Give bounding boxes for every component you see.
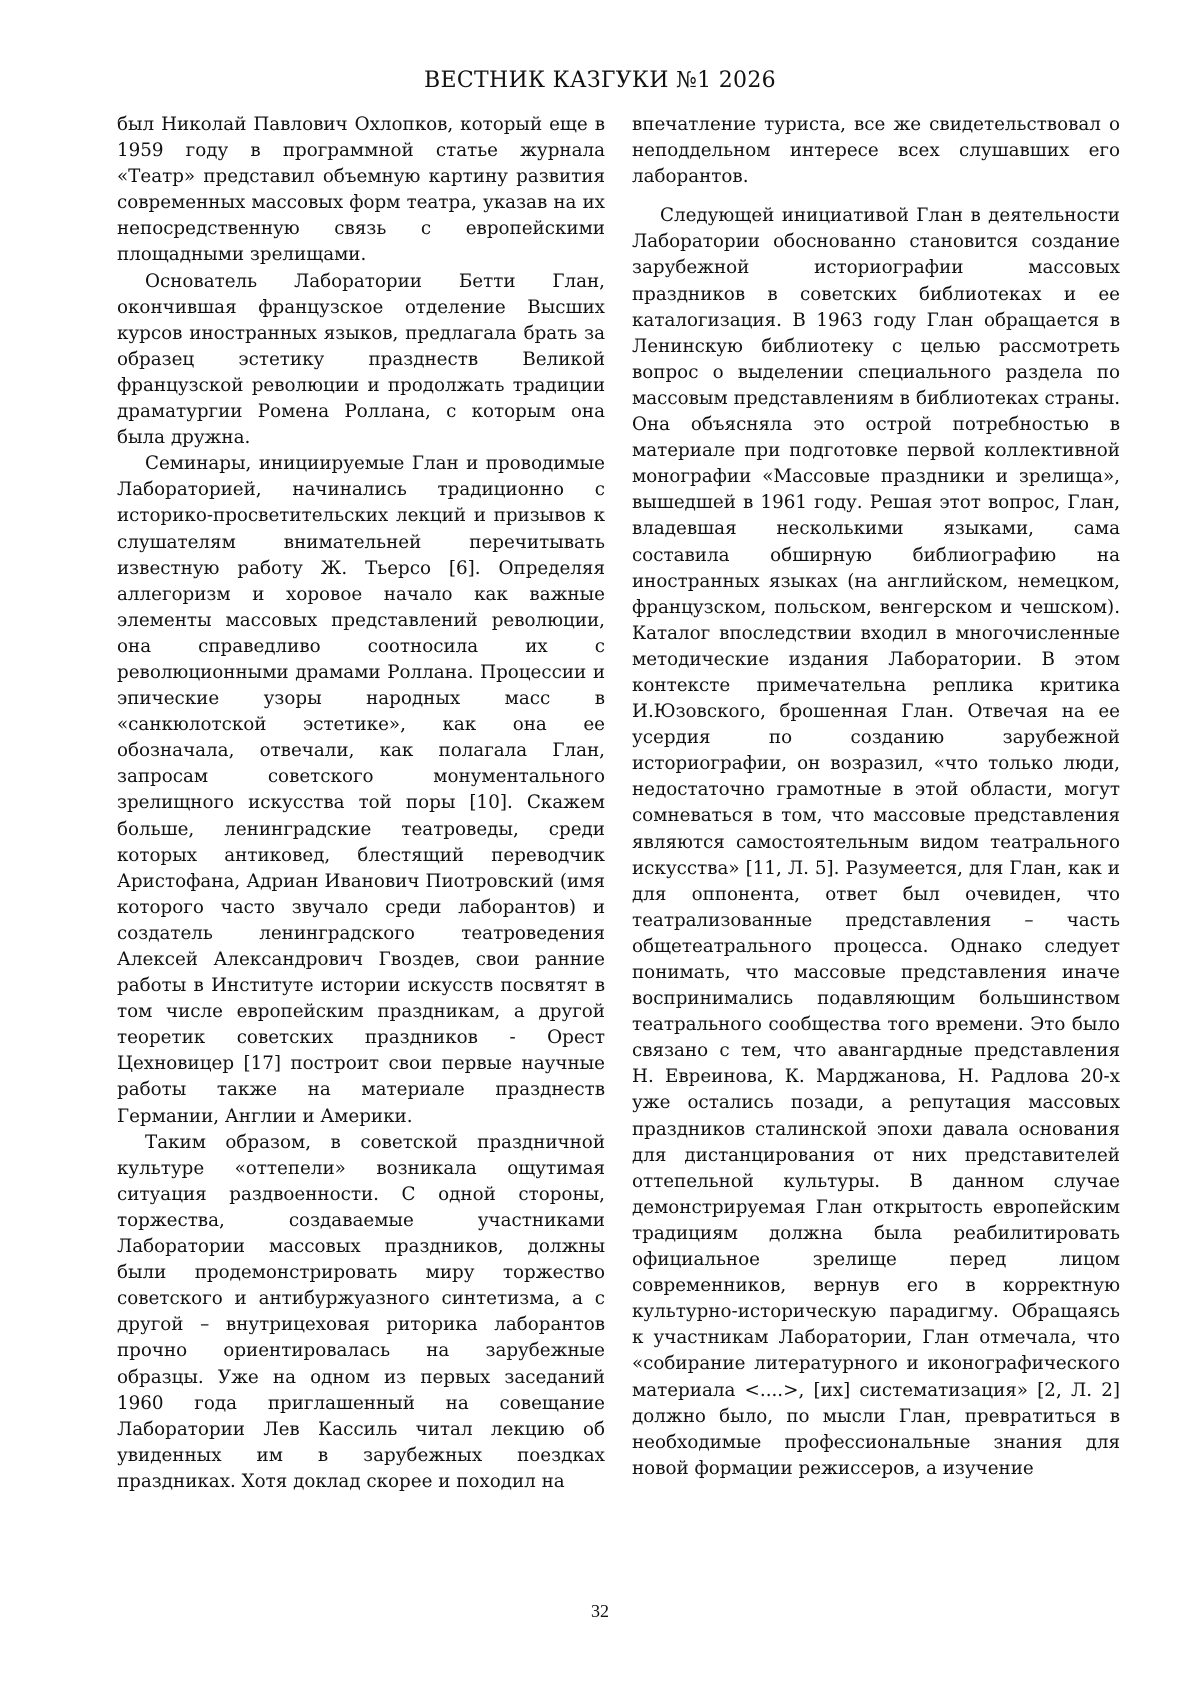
paragraph: Семинары, инициируемые Глан и проводимые Лабораторией, начинались традиционно с историко-просветительских лекций и призывов к слушателям внимательней перечитывать известную работу Ж. Тьерсо [6]. Определяя аллегоризм и хоровое начало как важные элементы массовых представлений революции, она справедливо соотносила их с революционными драмами Роллана. Процессии и эпические узоры народных масс в «санкюлотской эстетике», как она ее обозначала, отвечали, как полагала Глан, запросам советского монументального зрелищного искусства той поры [10]. Скажем больше, ленинградские театроведы, среди которых антиковед, блестящий переводчик Аристофана, Адриан Иванович Пиотровский (имя которого часто звучало среди лаборантов) и создатель ленинградского театроведения Алексей Александрович Гвоздев, свои ранние работы в Институте истории искусств посвятят в том числе европейским праздникам, а другой теоретик советских праздников - Орест Цехновицер [17] построит свои первые научные работы также на материале празднеств Германии, Англии и Америки. (117, 453, 605, 1127)
paragraph: Основатель Лаборатории Бетти Глан, окончившая французское отделение Высших курсов иностранных языков, предлагала брать за образец эстетику празднеств Великой французской революции и продолжать традиции драматургии Ромена Роллана, с которым она была дружна. (117, 270, 605, 449)
page-number: 32 (591, 1601, 609, 1621)
paragraph: Таким образом, в советской праздничной культуре «оттепели» возникала ощутимая ситуация раздвоенности. С одной стороны, торжества, создаваемые участниками Лаборатории массовых праздников, должны были продемонстрировать миру торжество советского и антибуржуазного синтетизма, а с другой – внутрицеховая риторика лаборантов прочно ориентировалась на зарубежные образцы. Уже на одном из первых заседаний 1960 года приглашенный на совещание Лаборатории Лев Кассиль читал лекцию об увиденных им в зарубежных поездках праздниках. Хотя доклад скорее и походил на (117, 1131, 605, 1492)
paragraph: впечатление туриста, все же свидетельствовал о неподдельном интересе всех слушавших его лаборантов. (632, 114, 1120, 188)
paragraph: Следующей инициативой Глан в деятельности Лаборатории обоснованно становится создание зарубежной историографии массовых праздников в советских библиотеках и ее каталогизация. В 1963 году Глан обращается в Ленинскую библиотеку с целью рассмотреть вопрос о выделении специального раздела по массовым представлениям в библиотеках страны. Она объясняла это острой потребностью в материале при подготовке первой коллективной монографии «Массовые праздники и зрелища», вышедшей в 1961 году. Решая этот вопрос, Глан, владевшая несколькими языками, сама составила обширную библиографию на иностранных языках (на английском, немецком, французском, польском, венгерском и чешском). Каталог впоследствии входил в многочисленные методические издания Лаборатории. В этом контексте примечательна реплика критика И.Юзовского, брошенная Глан. Отвечая на ее усердия по созданию зарубежной историографии, он возразил, «что только люди, недостаточно грамотные в этой области, могут сомневаться в том, что массовые представления являются самостоятельным видом театрального искусства» [11, Л. 5]. Разумеется, для Глан, как и для оппонента, ответ был очевиден, что театрализованные представления – часть общетеатрального процесса. Однако следует понимать, что массовые представления иначе воспринимались подавляющим большинством театрального сообщества того времени. Это было связано с тем, что авангардные представления Н. Евреинова, К. Марджанова, Н. Радлова 20-х уже остались позади, а репутация массовых праздников сталинской эпохи давала основания для дистанцирования от них представителей оттепельной культуры. В данном случае демонстрируемая Глан открытость европейским традициям должна была реабилитировать официальное зрелище перед лицом современников, вернув его в корректную культурно-историческую парадигму. Обращаясь к участникам Лаборатории, Глан отмечала, что «собирание литературного и иконографического материала <....>, [их] систематизация» [2, Л. 2] должно было, по мысли Глан, превратиться в необходимые профессиональные знания для новой формации режиссеров, а изучение (632, 205, 1120, 1479)
running-header: ВЕСТНИК КАЗГУКИ №1 2026 (424, 68, 776, 93)
paragraph: был Николай Павлович Охлопков, который еще в 1959 году в программной статье журнала «Театр» представил объемную картину развития современных массовых форм театра, указав на их непосредственную связь с европейскими площадными зрелищами. (117, 114, 605, 266)
left-column (117, 112, 605, 1562)
right-column (632, 112, 1120, 1562)
